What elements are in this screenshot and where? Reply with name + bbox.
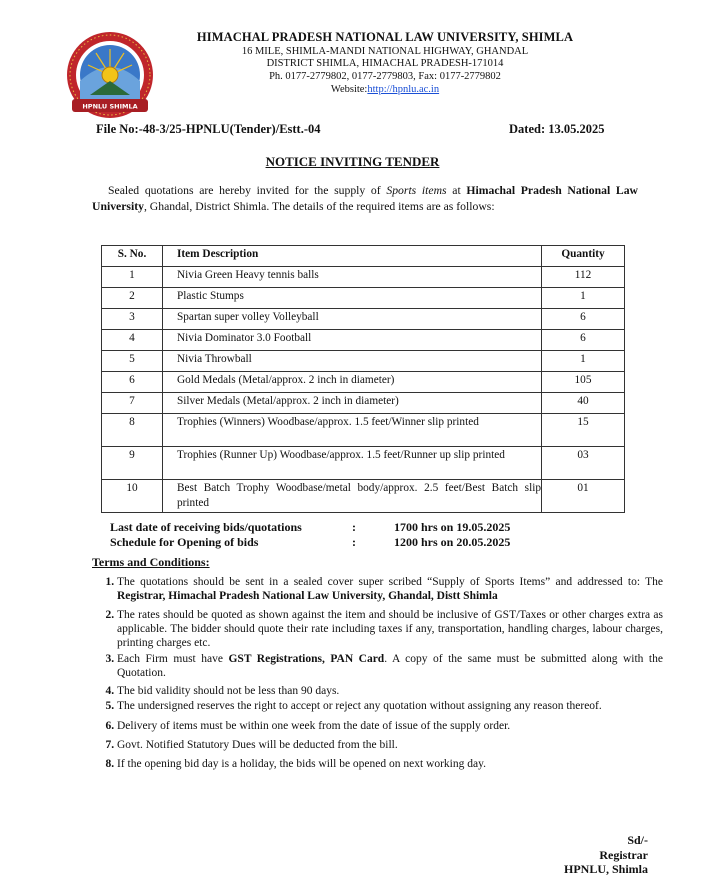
university-logo [66, 31, 154, 119]
term-5-text: The undersigned reserves the right to accept or reject any quotation without assigning any reason thereof. [117, 700, 602, 712]
cell-sno: 4 [102, 330, 163, 351]
deadline-value-1: 1700 hrs on 19.05.2025 [394, 520, 511, 534]
terms-heading: Terms and Conditions: [92, 555, 210, 569]
cell-quantity: 40 [542, 393, 625, 414]
website-link[interactable]: http://hpnlu.ac.in [367, 84, 440, 95]
term-8-text: If the opening bid day is a holiday, the bids will be opened on next working day. [117, 758, 486, 770]
signature-designation: Registrar [599, 848, 648, 862]
term-6-text: Delivery of items must be within one week from the date of issue of the supply order. [117, 720, 511, 732]
website-line [150, 84, 620, 95]
cell-sno: 7 [102, 393, 163, 414]
term-1-text: The quotations should be sent in a sealed cover super scribed “Supply of Sports Items” and addressed to: The [117, 576, 663, 588]
term-item [117, 652, 663, 680]
table-row [102, 414, 625, 447]
table-row [102, 267, 625, 288]
term-1-bold: Registrar, Himachal Pradesh National Law University, Ghandal, Distt Shimla [117, 590, 498, 602]
cell-sno: 8 [102, 414, 163, 447]
items-table [101, 245, 625, 513]
intro-part-1: Sealed quotations are hereby invited for the supply of [108, 184, 387, 197]
term-item [117, 719, 663, 733]
intro-paragraph [92, 183, 638, 214]
cell-description: Spartan super volley Volleyball [163, 309, 542, 330]
signature-organization: HPNLU, Shimla [563, 862, 648, 876]
term-3-text: Each Firm must have [117, 653, 229, 665]
cell-description: Trophies (Winners) Woodbase/approx. 1.5 feet/Winner slip printed [163, 414, 542, 447]
address-line-2: DISTRICT SHIMLA, HIMACHAL PRADESH-171014 [266, 58, 504, 69]
cell-sno: 1 [102, 267, 163, 288]
intro-item: Sports items [386, 184, 447, 197]
intro-org: Himachal Pradesh National Law University [92, 184, 639, 213]
deadline-sep-1: : [352, 520, 356, 534]
table-row [102, 330, 625, 351]
cell-description: Nivia Throwball [163, 351, 542, 372]
table-header-row [102, 246, 625, 267]
term-3-bold: GST Registrations, PAN Card [228, 653, 385, 665]
terms-list [93, 570, 663, 771]
table-row [102, 351, 625, 372]
signature-sd: Sd/- [627, 833, 648, 847]
table-row [102, 288, 625, 309]
deadline-value-2: 1200 hrs on 20.05.2025 [394, 535, 511, 549]
cell-description: Best Batch Trophy Woodbase/metal body/approx. 2.5 feet/Best Batch slip printed [163, 480, 542, 513]
term-item [117, 608, 663, 650]
cell-description: Nivia Green Heavy tennis balls [163, 267, 542, 288]
term-item [117, 575, 663, 603]
notice-title: NOTICE INVITING TENDER [265, 154, 440, 169]
cell-quantity: 1 [542, 288, 625, 309]
cell-sno: 2 [102, 288, 163, 309]
cell-quantity: 6 [542, 330, 625, 351]
cell-description: Trophies (Runner Up) Woodbase/approx. 1.5 feet/Runner up slip printed [163, 447, 542, 480]
header-description: Item Description [163, 246, 542, 267]
term-item [117, 699, 663, 713]
website-label: Website: [330, 84, 368, 95]
cell-quantity: 6 [542, 309, 625, 330]
table-row [102, 447, 625, 480]
phone-line: Ph. 0177-2779802, 0177-2779803, Fax: 0177-2779802 [269, 71, 501, 82]
table-row [102, 480, 625, 513]
term-item [117, 684, 663, 698]
cell-sno: 10 [102, 480, 163, 513]
term-item [117, 738, 663, 752]
deadline-sep-2: : [352, 535, 356, 549]
cell-sno: 9 [102, 447, 163, 480]
cell-sno: 6 [102, 372, 163, 393]
file-number: File No:-48-3/25-HPNLU(Tender)/Estt.-04 [96, 122, 321, 136]
table-row [102, 309, 625, 330]
cell-quantity: 105 [542, 372, 625, 393]
cell-quantity: 112 [542, 267, 625, 288]
term-3-text-end: . A copy of the same must be submitted along with the Quotation. [117, 653, 663, 679]
header-sno: S. No. [102, 246, 163, 267]
date: Dated: 13.05.2025 [509, 122, 605, 136]
cell-sno: 5 [102, 351, 163, 372]
intro-part-3: , Ghandal, District Shimla. The details of the required items are as follows: [143, 199, 495, 213]
deadline-label-1: Last date of receiving bids/quotations [110, 520, 302, 534]
address-line-1: 16 MILE, SHIMLA-MANDI NATIONAL HIGHWAY, GHANDAL [241, 46, 529, 57]
cell-description: Plastic Stumps [163, 288, 542, 309]
cell-description: Gold Medals (Metal/approx. 2 inch in diameter) [163, 372, 542, 393]
term-4-text: The bid validity should not be less than 90 days. [117, 685, 340, 697]
cell-description: Nivia Dominator 3.0 Football [163, 330, 542, 351]
deadline-label-2: Schedule for Opening of bids [110, 535, 259, 549]
cell-quantity: 03 [542, 447, 625, 480]
cell-description: Silver Medals (Metal/approx. 2 inch in diameter) [163, 393, 542, 414]
logo-text: HPNLU SHIMLA [82, 102, 138, 111]
cell-quantity: 1 [542, 351, 625, 372]
cell-sno: 3 [102, 309, 163, 330]
header-quantity: Quantity [542, 246, 625, 267]
intro-part-2: at [446, 184, 467, 197]
table-row [102, 372, 625, 393]
cell-quantity: 15 [542, 414, 625, 447]
cell-quantity: 01 [542, 480, 625, 513]
table-row [102, 393, 625, 414]
term-item [117, 757, 663, 771]
university-name: HIMACHAL PRADESH NATIONAL LAW UNIVERSITY, SHIMLA [196, 30, 574, 44]
term-2-text: The rates should be quoted as shown against the item and should be inclusive of GST/Taxes or other charges extra as applicable. The bidder should quote their rate including taxes if any, transportation, handling charges, labour charges, printing charges etc. [117, 609, 663, 649]
term-7-text: Govt. Notified Statutory Dues will be deducted from the bill. [117, 739, 398, 751]
